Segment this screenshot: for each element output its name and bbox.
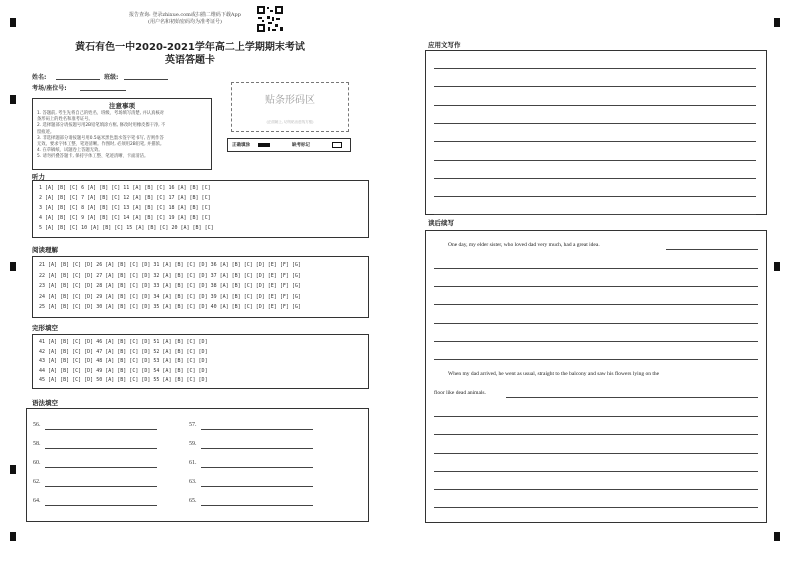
answer-option-row[interactable]: 45 [A] [B] [C] [D] 50 [A] [B] [C] [D] 55 [A] [B] [C] [D] xyxy=(39,377,208,383)
listening-label: 听力 xyxy=(32,173,45,181)
notice-line: 4. 在草稿纸、试题卷上答题无效。 xyxy=(37,148,103,154)
notice-line: 2. 选择题部分请按题号用2B铅笔填涂方框, 修改时用橡皮擦干净, 不 xyxy=(37,123,166,129)
barcode-area xyxy=(231,82,349,132)
registration-mark xyxy=(10,532,16,541)
continuation-answer-line[interactable] xyxy=(434,416,758,417)
grammar-item-number: 63. xyxy=(189,479,197,485)
continuation-answer-line[interactable] xyxy=(434,359,758,360)
name-label: 姓名: xyxy=(32,74,47,81)
writing-answer-line[interactable] xyxy=(434,141,756,142)
grammar-item-number: 64. xyxy=(33,498,41,504)
continuation-answer-line[interactable] xyxy=(434,507,758,508)
continuation-answer-line[interactable] xyxy=(434,304,758,305)
continuation-answer-line[interactable] xyxy=(434,471,758,472)
qr-code-icon xyxy=(256,5,284,33)
writing-answer-line[interactable] xyxy=(434,214,756,215)
notice-line: 条形码上的姓名和准考证号。 xyxy=(37,117,93,123)
grammar-item-number: 56. xyxy=(33,422,41,428)
grammar-answer-line[interactable] xyxy=(45,429,157,430)
grammar-answer-line[interactable] xyxy=(45,505,157,506)
answer-option-row[interactable]: 41 [A] [B] [C] [D] 46 [A] [B] [C] [D] 51 [A] [B] [C] [D] xyxy=(39,339,208,345)
barcode-label: 贴条形码区 xyxy=(265,95,315,106)
grammar-box xyxy=(26,408,369,522)
notice-box xyxy=(32,98,212,170)
grammar-answer-line[interactable] xyxy=(201,429,313,430)
exam-subtitle: 英语答题卡 xyxy=(165,55,215,66)
grammar-answer-line[interactable] xyxy=(201,486,313,487)
grammar-answer-line[interactable] xyxy=(201,448,313,449)
answer-option-row[interactable]: 42 [A] [B] [C] [D] 47 [A] [B] [C] [D] 52 [A] [B] [C] [D] xyxy=(39,348,208,355)
notice-title: 注意事项 xyxy=(109,102,135,110)
registration-mark xyxy=(10,262,16,271)
notice-line: 5. 请勿折叠答题卡, 保持字体工整、笔迹清晰、卡面清洁。 xyxy=(37,154,149,160)
writing-answer-line[interactable] xyxy=(434,178,756,179)
barcode-note: (正面朝上, 切勿贴出虚线方框) xyxy=(266,120,314,124)
continuation-para2: When my dad arrived, he went as usual, straight to the balcony and saw his flowers lying on the xyxy=(448,371,660,377)
registration-mark xyxy=(10,18,16,27)
continuation-answer-line[interactable] xyxy=(434,489,758,490)
grammar-label: 语法填空 xyxy=(32,399,58,407)
grammar-item-number: 62. xyxy=(33,479,41,485)
grammar-item-number: 59. xyxy=(189,441,197,447)
continuation-answer-line[interactable] xyxy=(434,323,758,324)
class-field[interactable] xyxy=(124,79,168,80)
reading-box xyxy=(32,256,369,318)
registration-mark xyxy=(774,532,780,541)
continuation-answer-line[interactable] xyxy=(434,434,758,435)
report-line: 报告查询: 登录zhixue.com或扫描二维码下载App xyxy=(129,12,241,18)
grammar-item-number: 57. xyxy=(189,422,197,428)
answer-option-row[interactable]: 24 [A] [B] [C] [D] 29 [A] [B] [C] [D] 34 [A] [B] [C] [D] 39 [A] [B] [C] [D] [E] [F] [G] xyxy=(39,293,301,300)
correct-fill-label: 正确填涂 xyxy=(232,143,250,148)
notice-line: 无效。要求字体工整、笔迹清晰。作图时, 必须用2B铅笔, 并描浓。 xyxy=(37,142,165,148)
writing-answer-line[interactable] xyxy=(434,160,756,161)
grammar-answer-line[interactable] xyxy=(45,486,157,487)
writing-answer-line[interactable] xyxy=(434,196,756,197)
answer-line[interactable] xyxy=(666,249,758,250)
grammar-item-number: 61. xyxy=(189,460,197,466)
continuation-answer-line[interactable] xyxy=(434,286,758,287)
room-seat-field[interactable] xyxy=(80,90,126,91)
cloze-box xyxy=(32,334,369,389)
writing-answer-line[interactable] xyxy=(434,86,756,87)
answer-line[interactable] xyxy=(506,397,758,398)
writing-answer-line[interactable] xyxy=(434,68,756,69)
answer-option-row[interactable]: 44 [A] [B] [C] [D] 49 [A] [B] [C] [D] 54 [A] [B] [C] [D] xyxy=(39,367,208,374)
absent-mark-label: 缺考标记 xyxy=(292,143,310,148)
registration-mark xyxy=(10,465,16,474)
continuation-answer-line[interactable] xyxy=(434,268,758,269)
writing-label: 应用文写作 xyxy=(428,41,461,49)
grammar-answer-line[interactable] xyxy=(45,467,157,468)
listening-box xyxy=(32,180,369,238)
continuation-para1: One day, my elder sister, who loved dad very much, had a great idea. xyxy=(448,242,600,248)
absent-checkbox[interactable] xyxy=(332,142,342,148)
continuation-answer-line[interactable] xyxy=(434,341,758,342)
writing-answer-line[interactable] xyxy=(434,105,756,106)
writing-box xyxy=(425,50,767,215)
answer-option-row[interactable]: 25 [A] [B] [C] [D] 30 [A] [B] [C] [D] 35 [A] [B] [C] [D] 40 [A] [B] [C] [D] [E] [F] [G] xyxy=(39,304,301,310)
class-label: 班级: xyxy=(104,74,119,81)
notice-line: 3. 非选择题部分请按题号用0.5毫米黑色墨水签字笔书写, 否则作答 xyxy=(37,135,164,141)
name-field[interactable] xyxy=(56,79,100,80)
continuation-box xyxy=(425,230,767,523)
continuation-label: 读后续写 xyxy=(428,219,454,227)
writing-answer-line[interactable] xyxy=(434,123,756,124)
continuation-answer-line[interactable] xyxy=(434,453,758,454)
answer-option-row[interactable]: 3 [A] [B] [C] 8 [A] [B] [C] 13 [A] [B] [C] 18 [A] [B] [C] xyxy=(39,205,211,211)
continuation-para2-cont: floor like dead animals. xyxy=(434,390,486,396)
fill-example-box xyxy=(227,138,351,152)
answer-option-row[interactable]: 23 [A] [B] [C] [D] 28 [A] [B] [C] [D] 33 [A] [B] [C] [D] 38 [A] [B] [C] [D] [E] [F] [G] xyxy=(39,283,301,289)
registration-mark xyxy=(774,262,780,271)
grammar-item-number: 60. xyxy=(33,460,41,466)
answer-option-row[interactable]: 1 [A] [B] [C] 6 [A] [B] [C] 11 [A] [B] [C] 16 [A] [B] [C] xyxy=(39,185,211,191)
grammar-answer-line[interactable] xyxy=(201,505,313,506)
exam-title: 黄石有色一中2020-2021学年高二上学期期末考试 xyxy=(75,42,305,53)
grammar-item-number: 65. xyxy=(189,498,197,504)
reading-label: 阅读理解 xyxy=(32,246,58,254)
answer-option-row[interactable]: 2 [A] [B] [C] 7 [A] [B] [C] 12 [A] [B] [C] 17 [A] [B] [C] xyxy=(39,195,211,201)
registration-mark xyxy=(10,95,16,104)
answer-option-row[interactable]: 21 [A] [B] [C] [D] 26 [A] [B] [C] [D] 31 [A] [B] [C] [D] 36 [A] [B] [C] [D] [E] [F] [G] xyxy=(39,262,301,268)
cloze-label: 完形填空 xyxy=(32,324,58,332)
notice-list xyxy=(33,110,211,162)
report-sub: (用户名和初始密码均为准考证号) xyxy=(148,19,222,25)
filled-mark-example xyxy=(258,143,270,147)
answer-option-row[interactable]: 43 [A] [B] [C] [D] 48 [A] [B] [C] [D] 53 [A] [B] [C] [D] xyxy=(39,358,208,364)
notice-line: 1. 答题前, 考生先将自己的姓名、班级、考场填写清楚, 并认真核对 xyxy=(37,111,164,116)
answer-option-row[interactable]: 5 [A] [B] [C] 10 [A] [B] [C] 15 [A] [B] [C] 20 [A] [B] [C] xyxy=(39,225,214,231)
grammar-item-number: 58. xyxy=(33,441,41,447)
grammar-answer-line[interactable] xyxy=(45,448,157,449)
grammar-answer-line[interactable] xyxy=(201,467,313,468)
notice-line: 留痕迹。 xyxy=(37,129,55,135)
room-seat-label: 考场/座位号: xyxy=(32,85,67,92)
answer-option-row[interactable]: 4 [A] [B] [C] 9 [A] [B] [C] 14 [A] [B] [C] 19 [A] [B] [C] xyxy=(39,215,211,221)
registration-mark xyxy=(774,18,780,27)
answer-option-row[interactable]: 22 [A] [B] [C] [D] 27 [A] [B] [C] [D] 32 [A] [B] [C] [D] 37 [A] [B] [C] [D] [E] [F] [G] xyxy=(39,272,301,279)
